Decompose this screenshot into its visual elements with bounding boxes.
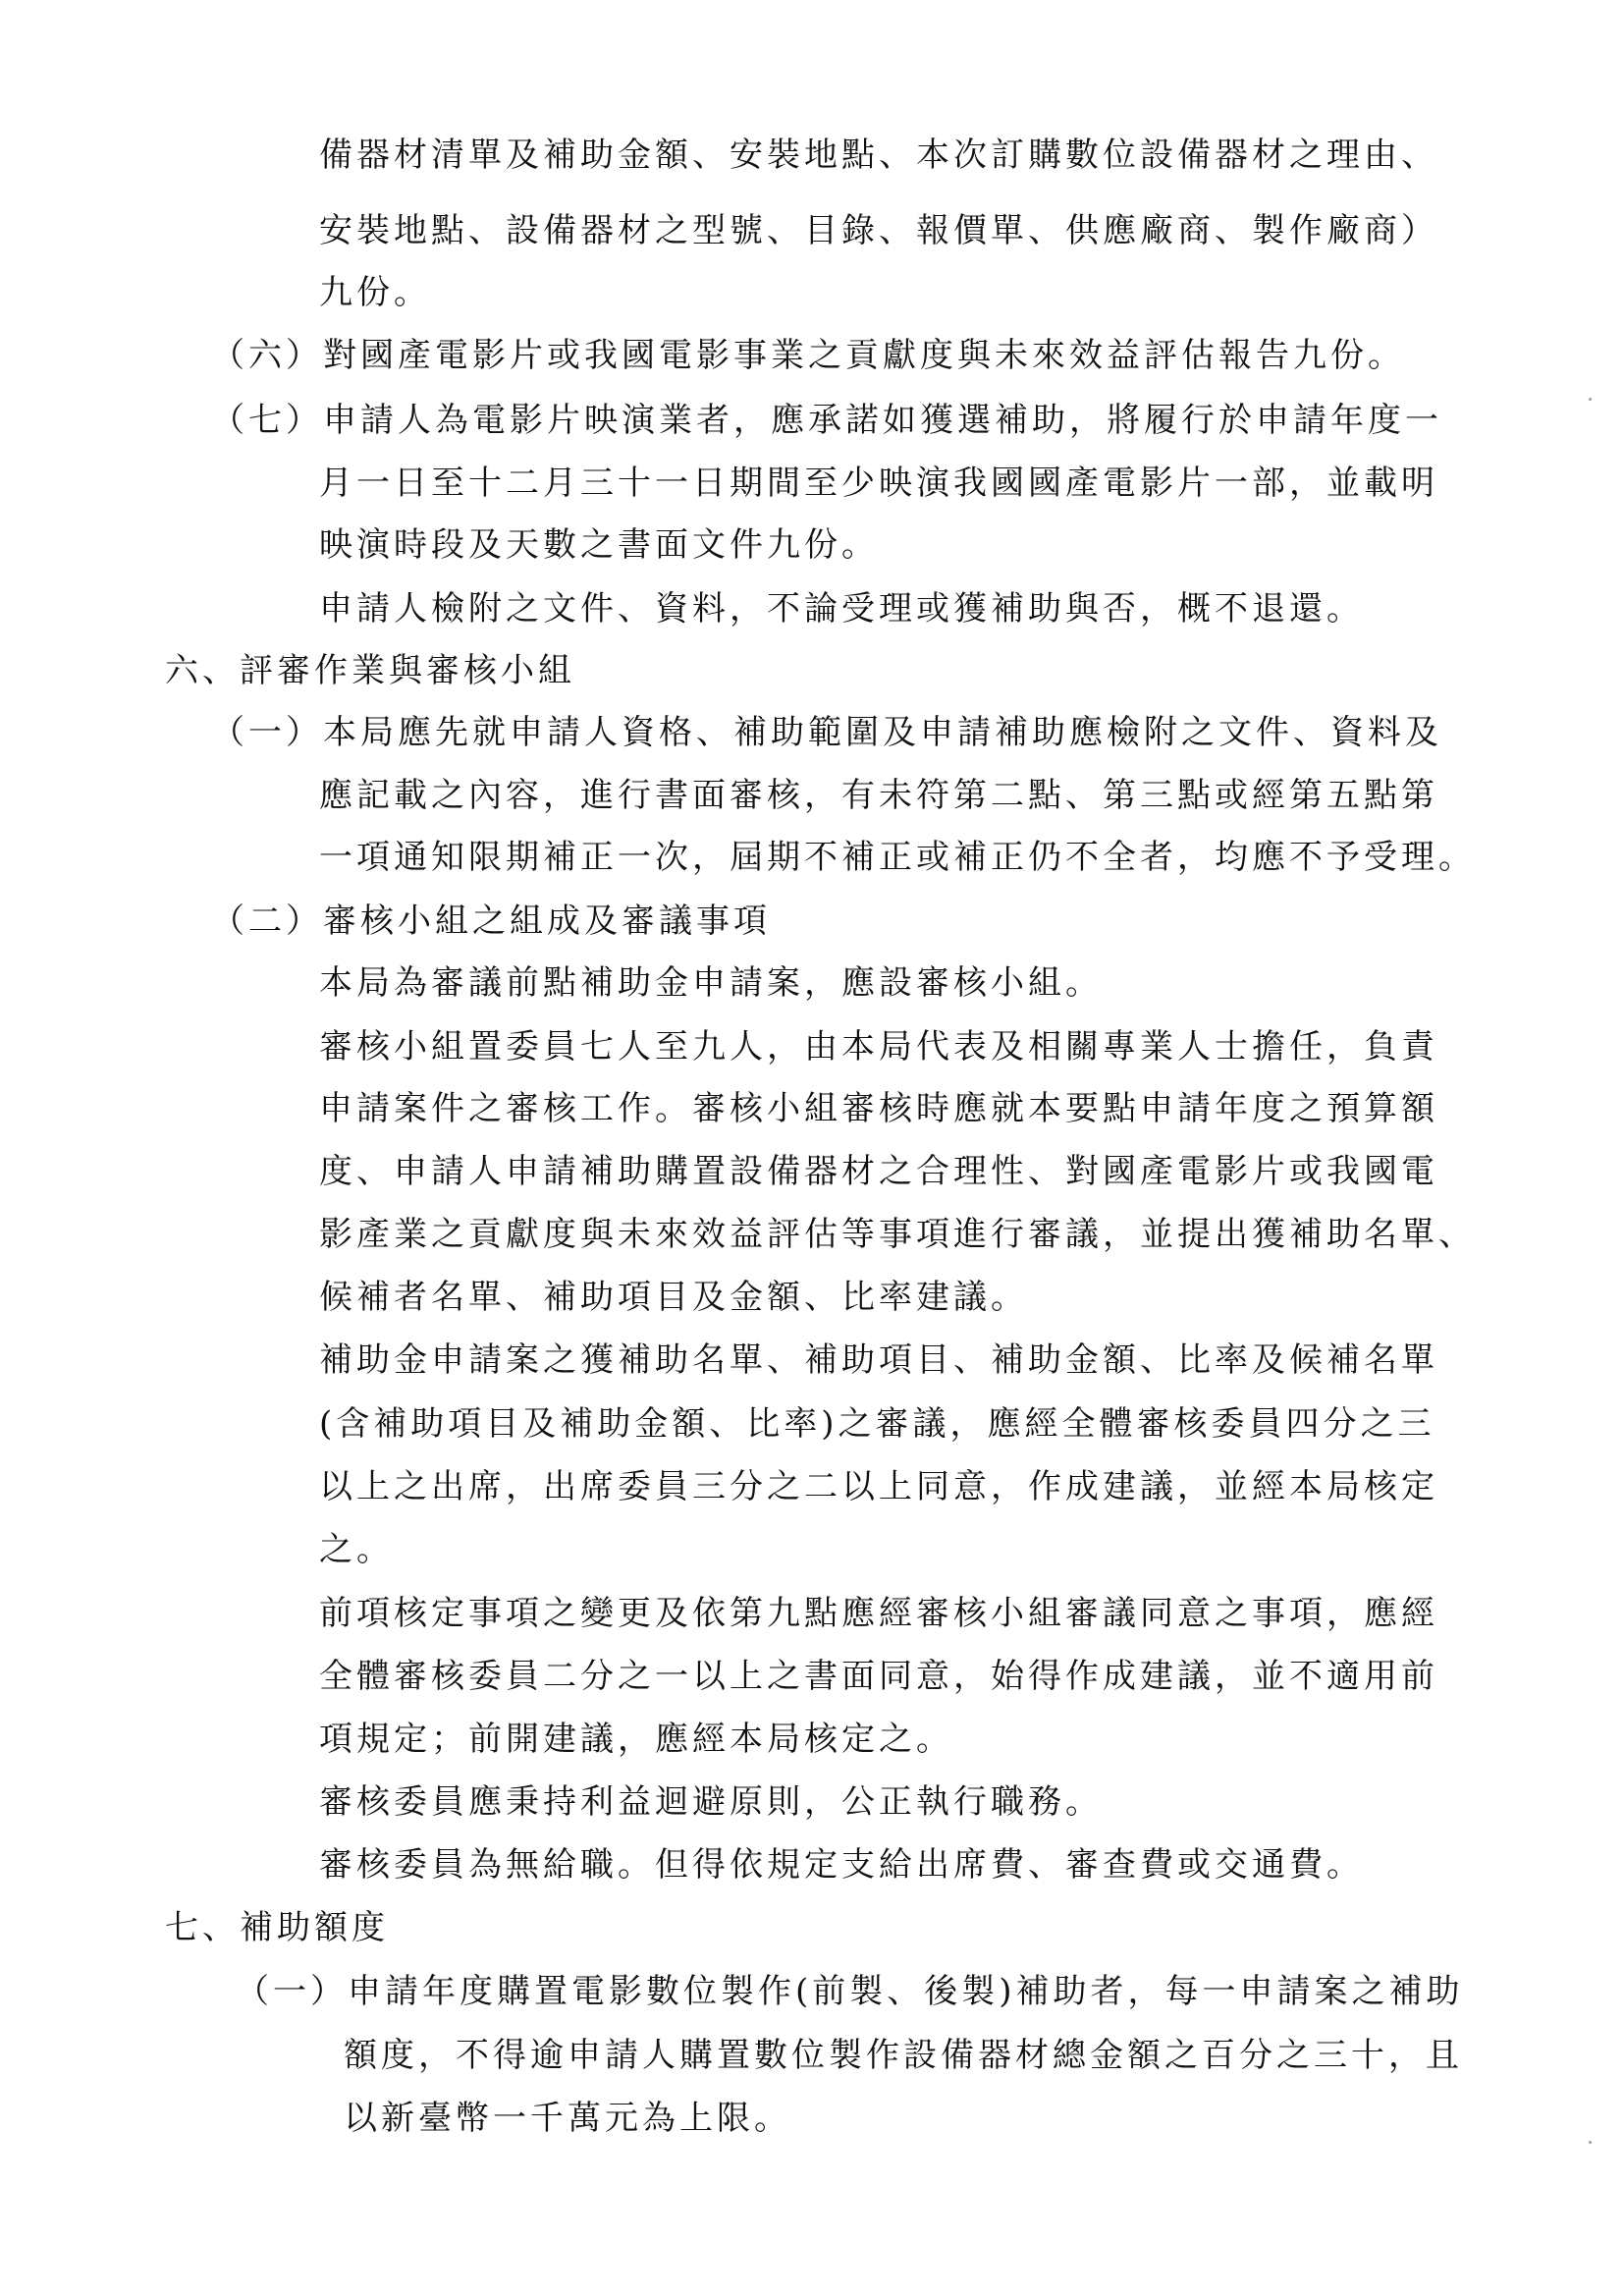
text-line: 一項通知限期補正一次，屆期不補正或補正仍不全者，均應不予受理。 [319, 838, 1476, 877]
paragraph-line: 審核委員為無給職。但得依規定支給出席費、審查費或交通費。 [319, 1845, 1364, 1885]
clause-7-1: （一）申請年度購置電影數位製作(前製、後製)補助者，每一申請案之補助 [236, 1972, 1464, 2011]
scan-speck [1589, 2141, 1592, 2144]
text-line: 度、申請人申請補助購置設備器材之合理性、對國產電影片或我國電 [319, 1152, 1438, 1191]
paragraph-line: 本局為審議前點補助金申請案，應設審核小組。 [319, 963, 1103, 1003]
paragraph-line: 前項核定事項之變更及依第九點應經審核小組審議同意之事項，應經 [319, 1594, 1438, 1633]
paragraph-line: 審核委員應秉持利益迴避原則，公正執行職務。 [319, 1782, 1103, 1822]
clause-6: （六）對國產電影片或我國電影事業之貢獻度與未來效益評估報告九份。 [211, 336, 1405, 375]
paragraph-line: 審核小組置委員七人至九人，由本局代表及相關專業人士擔任，負責 [319, 1027, 1438, 1066]
text-line: 以上之出席，出席委員三分之二以上同意，作成建議，並經本局核定 [319, 1467, 1438, 1506]
text-line: 額度，不得逾申請人購置數位製作設備器材總金額之百分之三十，且 [344, 2036, 1463, 2075]
text-line: 之。 [319, 1530, 394, 1569]
text-line: 備器材清單及補助金額、安裝地點、本次訂購數位設備器材之理由、 [319, 136, 1438, 175]
text-line: 項規定；前開建議，應經本局核定之。 [319, 1720, 953, 1759]
section-heading-6: 六、評審作業與審核小組 [165, 651, 575, 690]
text-line: 全體審核委員二分之一以上之書面同意，始得作成建議，並不適用前 [319, 1657, 1438, 1696]
text-line: (含補助項目及補助金額、比率)之審議，應經全體審核委員四分之三 [319, 1404, 1435, 1444]
text-line: 安裝地點、設備器材之型號、目錄、報價單、供應廠商、製作廠商） [319, 211, 1438, 250]
text-line: 映演時段及天數之書面文件九份。 [319, 525, 879, 565]
text-line: 申請案件之審核工作。審核小組審核時應就本要點申請年度之預算額 [319, 1089, 1438, 1128]
text-line: 以新臺幣一千萬元為上限。 [344, 2099, 791, 2138]
scan-speck [1589, 398, 1592, 401]
text-line: 候補者名單、補助項目及金額、比率建議。 [319, 1278, 1028, 1317]
paragraph-line: 補助金申請案之獲補助名單、補助項目、補助金額、比率及候補名單 [319, 1340, 1438, 1380]
text-line: 影產業之貢獻度與未來效益評估等事項進行審議，並提出獲補助名單、 [319, 1215, 1476, 1254]
clause-7: （七）申請人為電影片映演業者，應承諾如獲選補助，將履行於申請年度一 [211, 401, 1442, 440]
clause-6-1: （一）本局應先就申請人資格、補助範圍及申請補助應檢附之文件、資料及 [211, 713, 1442, 752]
text-line: 九份。 [319, 273, 431, 312]
text-line: 應記載之內容，進行書面審核，有未符第二點、第三點或經第五點第 [319, 776, 1438, 815]
clause-6-2: （二）審核小組之組成及審議事項 [211, 902, 771, 941]
note-line: 申請人檢附之文件、資料，不論受理或獲補助與否，概不退還。 [319, 589, 1364, 629]
text-line: 月一日至十二月三十一日期間至少映演我國國產電影片一部，並載明 [319, 464, 1438, 503]
section-heading-7: 七、補助額度 [165, 1908, 389, 1947]
